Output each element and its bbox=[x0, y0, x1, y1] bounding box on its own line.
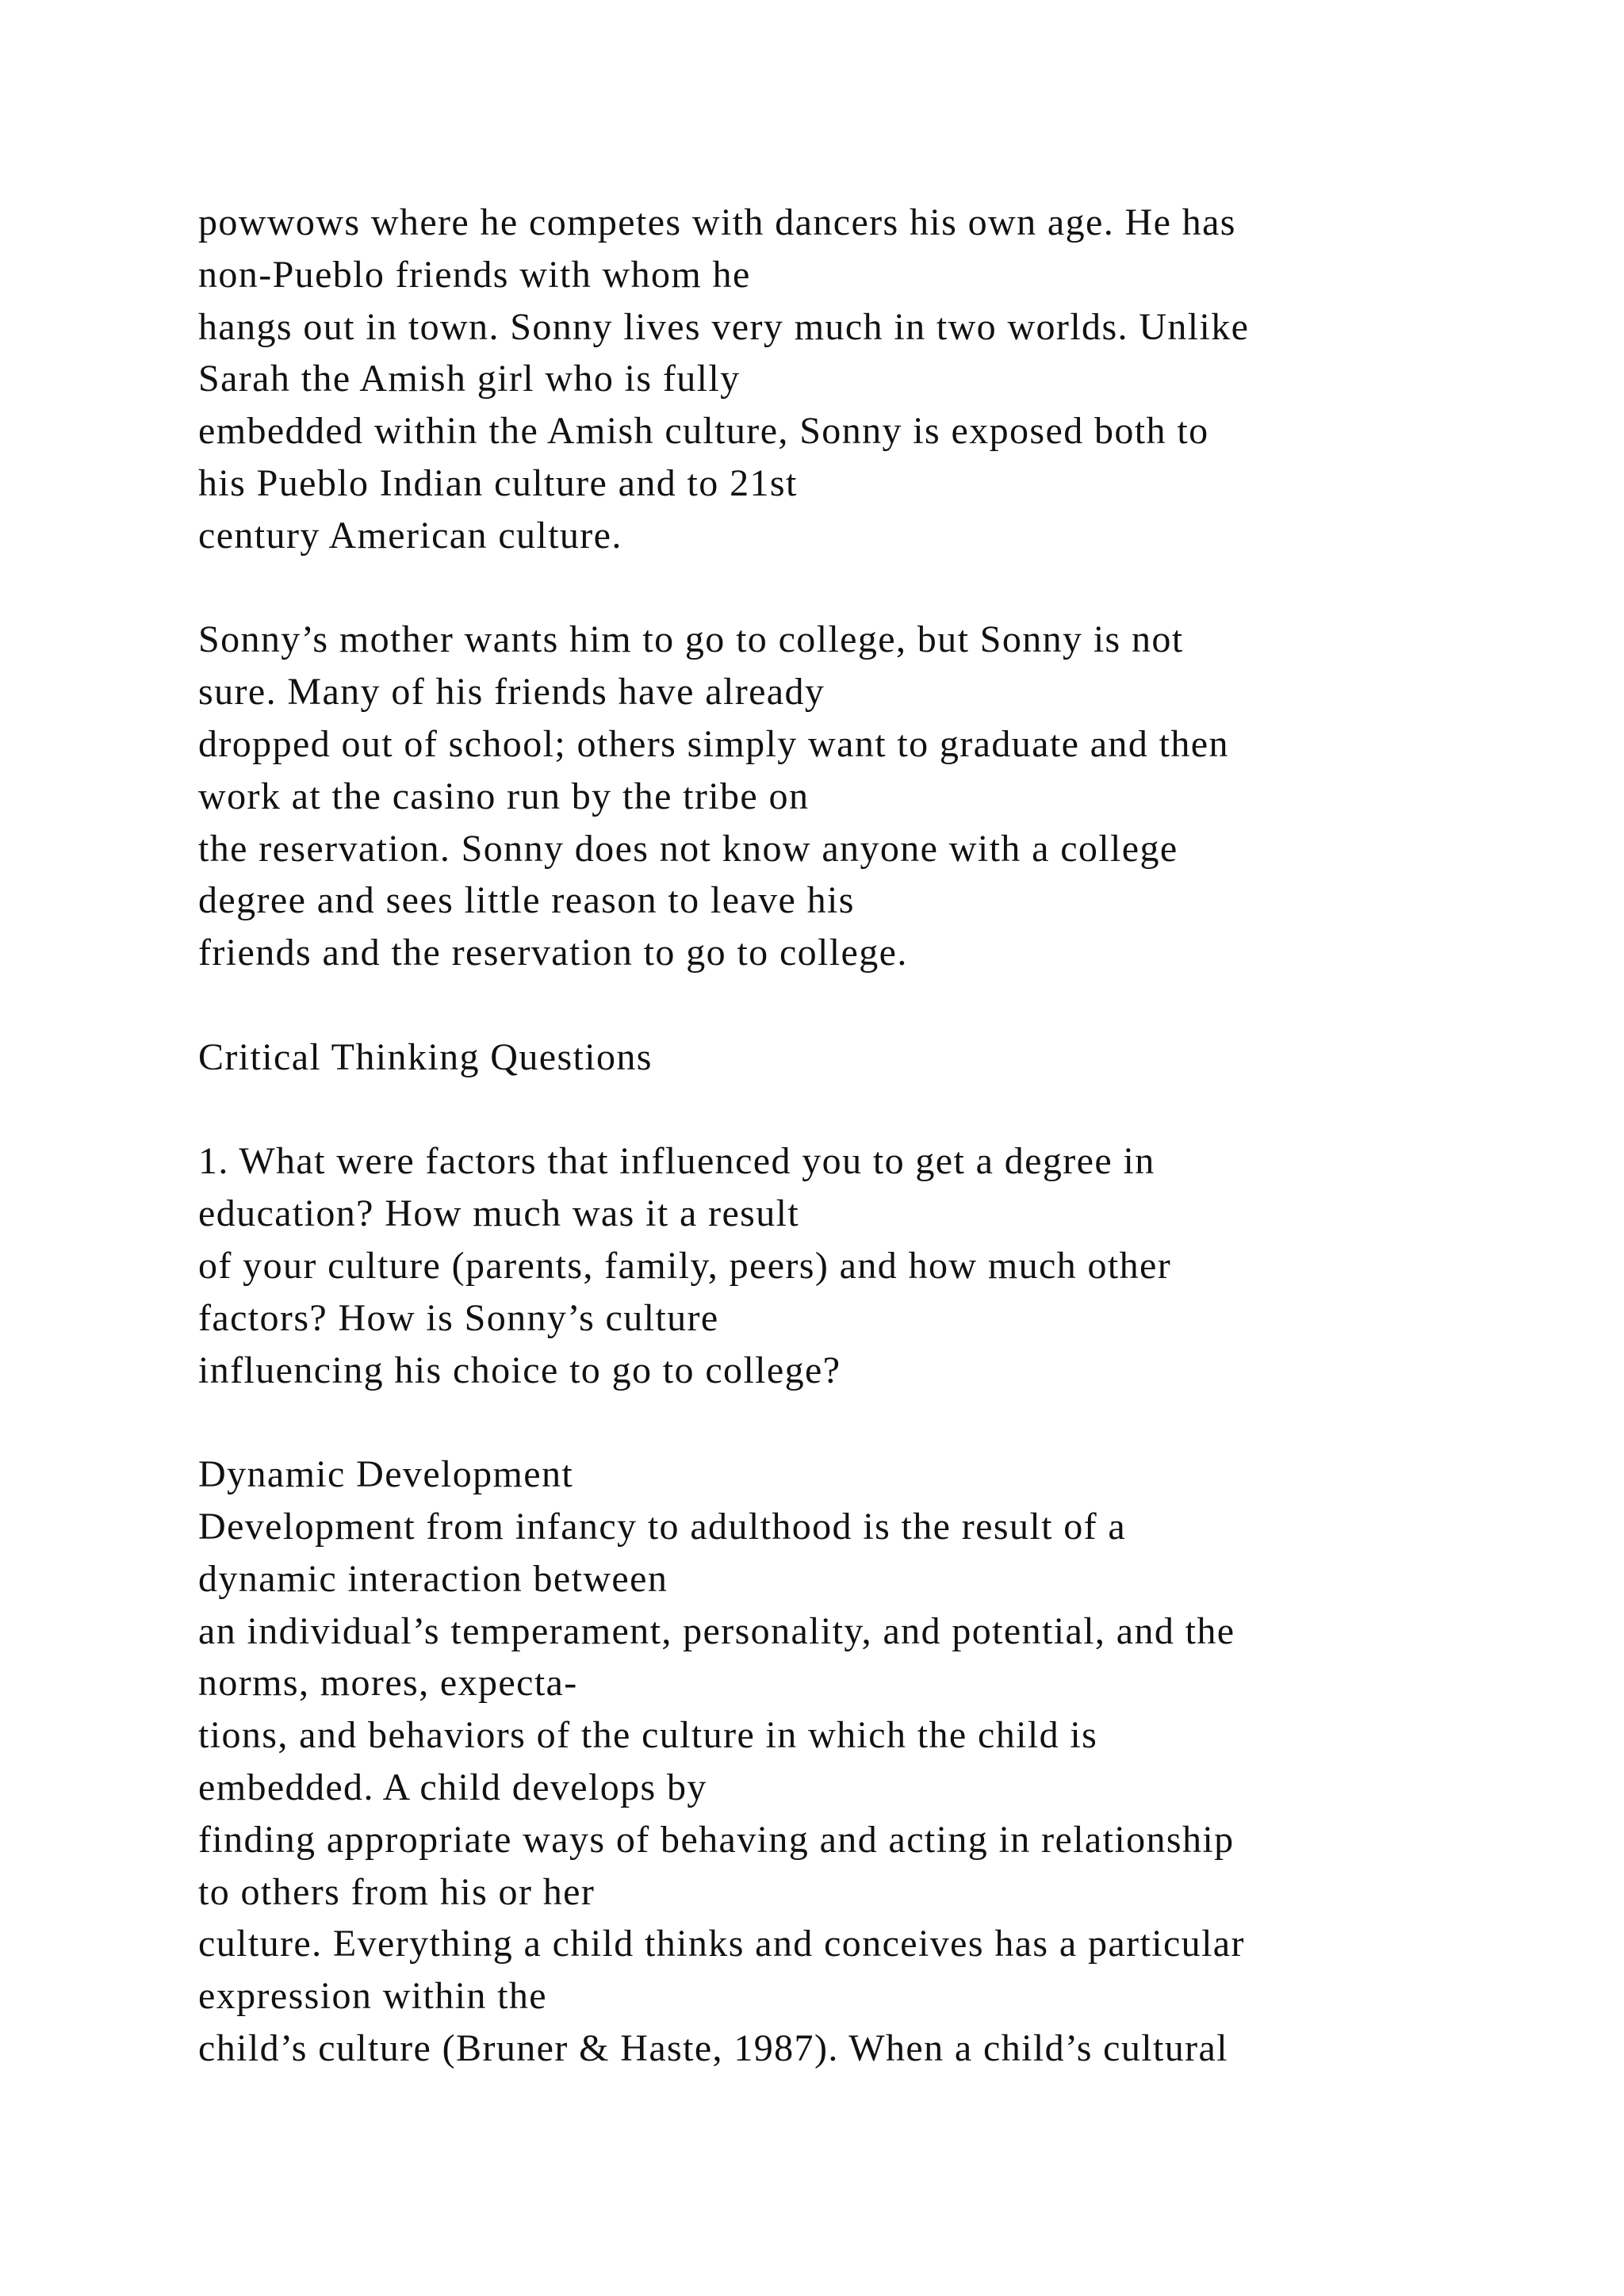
paragraph-sonny-college bbox=[198, 614, 1546, 979]
text-line: Sarah the Amish girl who is fully bbox=[198, 358, 741, 400]
text-line: an individual’s temperament, personality, and potential, and the bbox=[198, 1609, 1235, 1652]
text-line: 1. What were factors that influenced you to get a degree in bbox=[198, 1140, 1155, 1183]
text-line: non-Pueblo friends with whom he bbox=[198, 253, 751, 296]
text-line: education? How much was it a result bbox=[198, 1192, 800, 1235]
text-line: norms, mores, expecta- bbox=[198, 1662, 578, 1705]
text-line: work at the casino run by the tribe on bbox=[198, 775, 810, 817]
text-line: to others from his or her bbox=[198, 1870, 596, 1913]
text-line: century American culture. bbox=[198, 514, 622, 557]
question-1 bbox=[198, 1135, 1546, 1396]
text-line: embedded. A child develops by bbox=[198, 1766, 707, 1808]
document-body bbox=[198, 197, 1546, 2075]
text-line: culture. Everything a child thinks and conceives has a particular bbox=[198, 1923, 1245, 1965]
text-line: dropped out of school; others simply want to graduate and then bbox=[198, 722, 1229, 765]
text-line: finding appropriate ways of behaving and acting in relationship bbox=[198, 1818, 1235, 1861]
paragraph-gap bbox=[198, 1396, 1546, 1448]
text-line: the reservation. Sonny does not know anyone with a college bbox=[198, 827, 1178, 870]
text-line: expression within the bbox=[198, 1975, 548, 2018]
paragraph-gap bbox=[198, 1084, 1546, 1136]
paragraph-dynamic-development bbox=[198, 1501, 1546, 2075]
heading-dynamic-development: Dynamic Development bbox=[198, 1453, 574, 1496]
text-line: hangs out in town. Sonny lives very much in two worlds. Unlike bbox=[198, 305, 1250, 348]
text-line: child’s culture (Bruner & Haste, 1987). When a child’s cultural bbox=[198, 2026, 1228, 2069]
text-line: tions, and behaviors of the culture in which the child is bbox=[198, 1714, 1098, 1757]
text-line: factors? How is Sonny’s culture bbox=[198, 1296, 719, 1339]
text-line: Development from infancy to adulthood is the result of a bbox=[198, 1505, 1127, 1548]
text-line: his Pueblo Indian culture and to 21st bbox=[198, 461, 798, 504]
paragraph-gap bbox=[198, 979, 1546, 1031]
text-line: influencing his choice to go to college? bbox=[198, 1349, 841, 1391]
paragraph-sonny-two-worlds bbox=[198, 197, 1546, 562]
text-line: degree and sees little reason to leave his bbox=[198, 879, 855, 922]
text-line: sure. Many of his friends have already bbox=[198, 671, 825, 714]
text-line: embedded within the Amish culture, Sonny is exposed both to bbox=[198, 410, 1209, 453]
heading-critical-thinking: Critical Thinking Questions bbox=[198, 1035, 653, 1078]
paragraph-gap bbox=[198, 562, 1546, 614]
text-line: powwows where he competes with dancers his own age. He has bbox=[198, 201, 1236, 243]
text-line: friends and the reservation to go to college. bbox=[198, 932, 908, 974]
text-line: Sonny’s mother wants him to go to college, but Sonny is not bbox=[198, 618, 1184, 661]
text-line: of your culture (parents, family, peers) and how much other bbox=[198, 1244, 1172, 1287]
text-line: dynamic interaction between bbox=[198, 1557, 668, 1600]
